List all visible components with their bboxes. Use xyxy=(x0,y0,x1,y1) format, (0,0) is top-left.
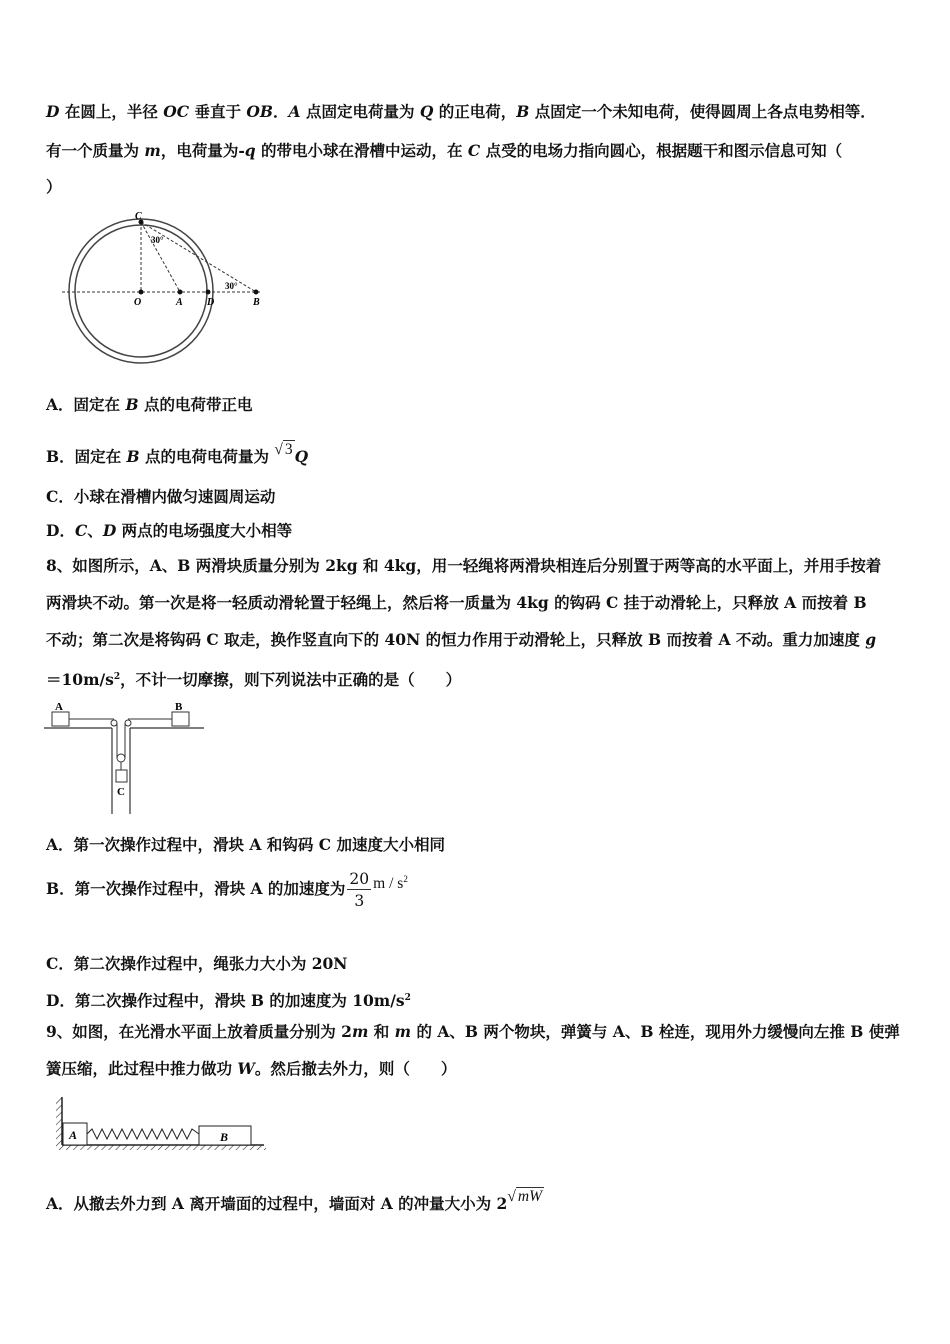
text: A．从撤去外力到 A 离开墙面的过程中，墙面对 A 的冲量大小为 2 xyxy=(46,1194,508,1213)
text: 的 A、B 两个物块，弹簧与 A、B 栓连，现用外力缓慢向左推 B 使弹 xyxy=(411,1022,900,1041)
label-d: D xyxy=(207,297,215,308)
point-a xyxy=(178,290,183,295)
label-b: B xyxy=(220,1130,229,1144)
q9-option-a xyxy=(46,1187,544,1214)
angle-right-label: 30° xyxy=(225,281,238,291)
label-a: A xyxy=(176,297,183,308)
q8-option-b xyxy=(46,868,408,912)
text: q xyxy=(244,141,256,160)
text: 。然后撤去外力，则（ ） xyxy=(254,1059,457,1078)
text: 点固定电荷量为 xyxy=(300,102,420,121)
text: ，不计一切摩擦，则下列说法中正确的是（ ） xyxy=(120,670,462,690)
text: C xyxy=(467,141,481,160)
text: m xyxy=(144,141,161,160)
text: mW xyxy=(517,1188,542,1205)
text: 点固定一个未知电荷，使得圆周上各点电势相等． xyxy=(529,102,876,121)
text: 3 xyxy=(284,441,293,458)
angle-top-label: 30° xyxy=(151,235,164,245)
text: g xyxy=(865,630,877,649)
text: 点受的电场力指向圆心，根据题干和图示信息可知（ xyxy=(480,141,843,160)
text: 簧压缩，此过程中推力做功 xyxy=(46,1059,238,1078)
q8-stem-line-3 xyxy=(46,630,876,650)
text: D．第二次操作过程中，滑块 B 的加速度为 10m/s xyxy=(46,991,405,1011)
q7-stem-line-3: ） xyxy=(46,177,62,196)
q7-circle-figure xyxy=(62,210,277,370)
text: C xyxy=(74,521,88,540)
text: m xyxy=(394,1022,412,1041)
text: 不动；第二次是将钩码 C 取走，换作竖直向下的 40N 的恒力作用于动滑轮上，只释放 B 而按着 A 不动。重力加速度 xyxy=(46,630,866,649)
text: B xyxy=(516,102,530,121)
pulley-left xyxy=(111,720,117,726)
text: B．第一次操作过程中，滑块 A 的加速度为 xyxy=(46,879,346,899)
text: 的带电小球在滑槽中运动，在 xyxy=(255,141,468,160)
text: m / s xyxy=(373,875,404,893)
text: 两点的电场强度大小相等 xyxy=(116,521,293,540)
fraction xyxy=(347,869,371,912)
text: Q xyxy=(294,447,309,466)
q8-pulley-figure xyxy=(44,698,209,816)
movable-pulley xyxy=(117,754,125,762)
q8-stem-line-4 xyxy=(46,667,461,690)
denominator: 3 xyxy=(354,891,365,910)
q9-stem-line-2 xyxy=(46,1059,456,1079)
text: D． xyxy=(46,521,75,540)
wall-hatch xyxy=(56,1097,62,1145)
q9-spring-figure xyxy=(52,1093,267,1153)
text: 2 xyxy=(113,672,121,682)
text: 9、如图，在光滑水平面上放着质量分别为 2 xyxy=(46,1022,352,1041)
text: D xyxy=(102,521,117,540)
text: B xyxy=(126,447,140,466)
q7-stem-line-2 xyxy=(46,141,842,161)
text: 点的电荷带正电 xyxy=(138,395,253,414)
text: B xyxy=(125,395,139,414)
text: 2 xyxy=(404,993,411,1003)
text: W xyxy=(237,1059,255,1078)
label-c: C xyxy=(117,786,125,798)
q7-option-c: C．小球在滑槽内做匀速圆周运动 xyxy=(46,487,276,506)
label-a: A xyxy=(69,1128,78,1142)
text: Q xyxy=(419,102,434,121)
text: 垂直于 xyxy=(189,102,247,121)
text: A xyxy=(288,102,301,121)
label-c: C xyxy=(135,211,142,222)
text: 的正电荷， xyxy=(433,102,517,121)
sqrt-mw: √ mW xyxy=(507,1188,542,1205)
point-b xyxy=(254,290,259,295)
text: m xyxy=(351,1022,369,1041)
text: 2 xyxy=(403,874,408,884)
text: 在圆上，半径 xyxy=(59,102,164,121)
spring xyxy=(87,1129,199,1139)
pulley-right xyxy=(125,720,131,726)
text: 有一个质量为 xyxy=(46,141,145,160)
numerator: 20 xyxy=(349,869,370,888)
line-cb xyxy=(141,222,256,292)
q7-option-b xyxy=(46,440,308,467)
q8-option-a: A．第一次操作过程中，滑块 A 和钩码 C 加速度大小相同 xyxy=(46,835,445,854)
point-o xyxy=(139,290,144,295)
label-b: B xyxy=(175,701,183,713)
q8-option-c: C．第二次操作过程中，绳张力大小为 20N xyxy=(46,954,348,973)
text: ，电荷量为- xyxy=(160,141,245,160)
q8-stem-line-2: 两滑块不动。第一次是将一轻质动滑轮置于轻绳上，然后将一质量为 4kg 的钩码 C 挂于动滑轮上，只释放 A 而按着 B xyxy=(46,593,867,612)
text: 、 xyxy=(87,521,103,540)
text: 和 xyxy=(368,1022,395,1041)
text: ． xyxy=(273,102,289,121)
unit xyxy=(373,875,408,892)
label-o: O xyxy=(134,297,142,308)
block-a xyxy=(52,712,69,726)
block-b xyxy=(172,712,189,726)
text: B．固定在 xyxy=(46,447,127,466)
text: D xyxy=(46,102,60,121)
text: OB xyxy=(246,102,273,121)
q8-option-d xyxy=(46,988,411,1011)
label-b: B xyxy=(253,297,260,308)
q7-option-a xyxy=(46,395,252,415)
text: 点的电荷电荷量为 xyxy=(139,447,275,466)
text: A．固定在 xyxy=(46,395,126,414)
point-d xyxy=(206,290,211,295)
q8-stem-line-1: 8、如图所示，A、B 两滑块质量分别为 2kg 和 4kg，用一轻绳将两滑块相连后分别置于两等高的水平面上，并用手按着 xyxy=(46,556,882,575)
sqrt-3: √ 3 xyxy=(274,441,293,458)
label-a: A xyxy=(55,701,63,713)
q7-stem-line-1 xyxy=(46,102,876,122)
text: OC xyxy=(163,102,190,121)
weight-c xyxy=(116,770,127,782)
line-ca xyxy=(141,222,180,292)
q7-option-d xyxy=(46,521,292,541)
q9-stem-line-1 xyxy=(46,1022,900,1042)
text: ＝10m/s xyxy=(46,670,114,690)
